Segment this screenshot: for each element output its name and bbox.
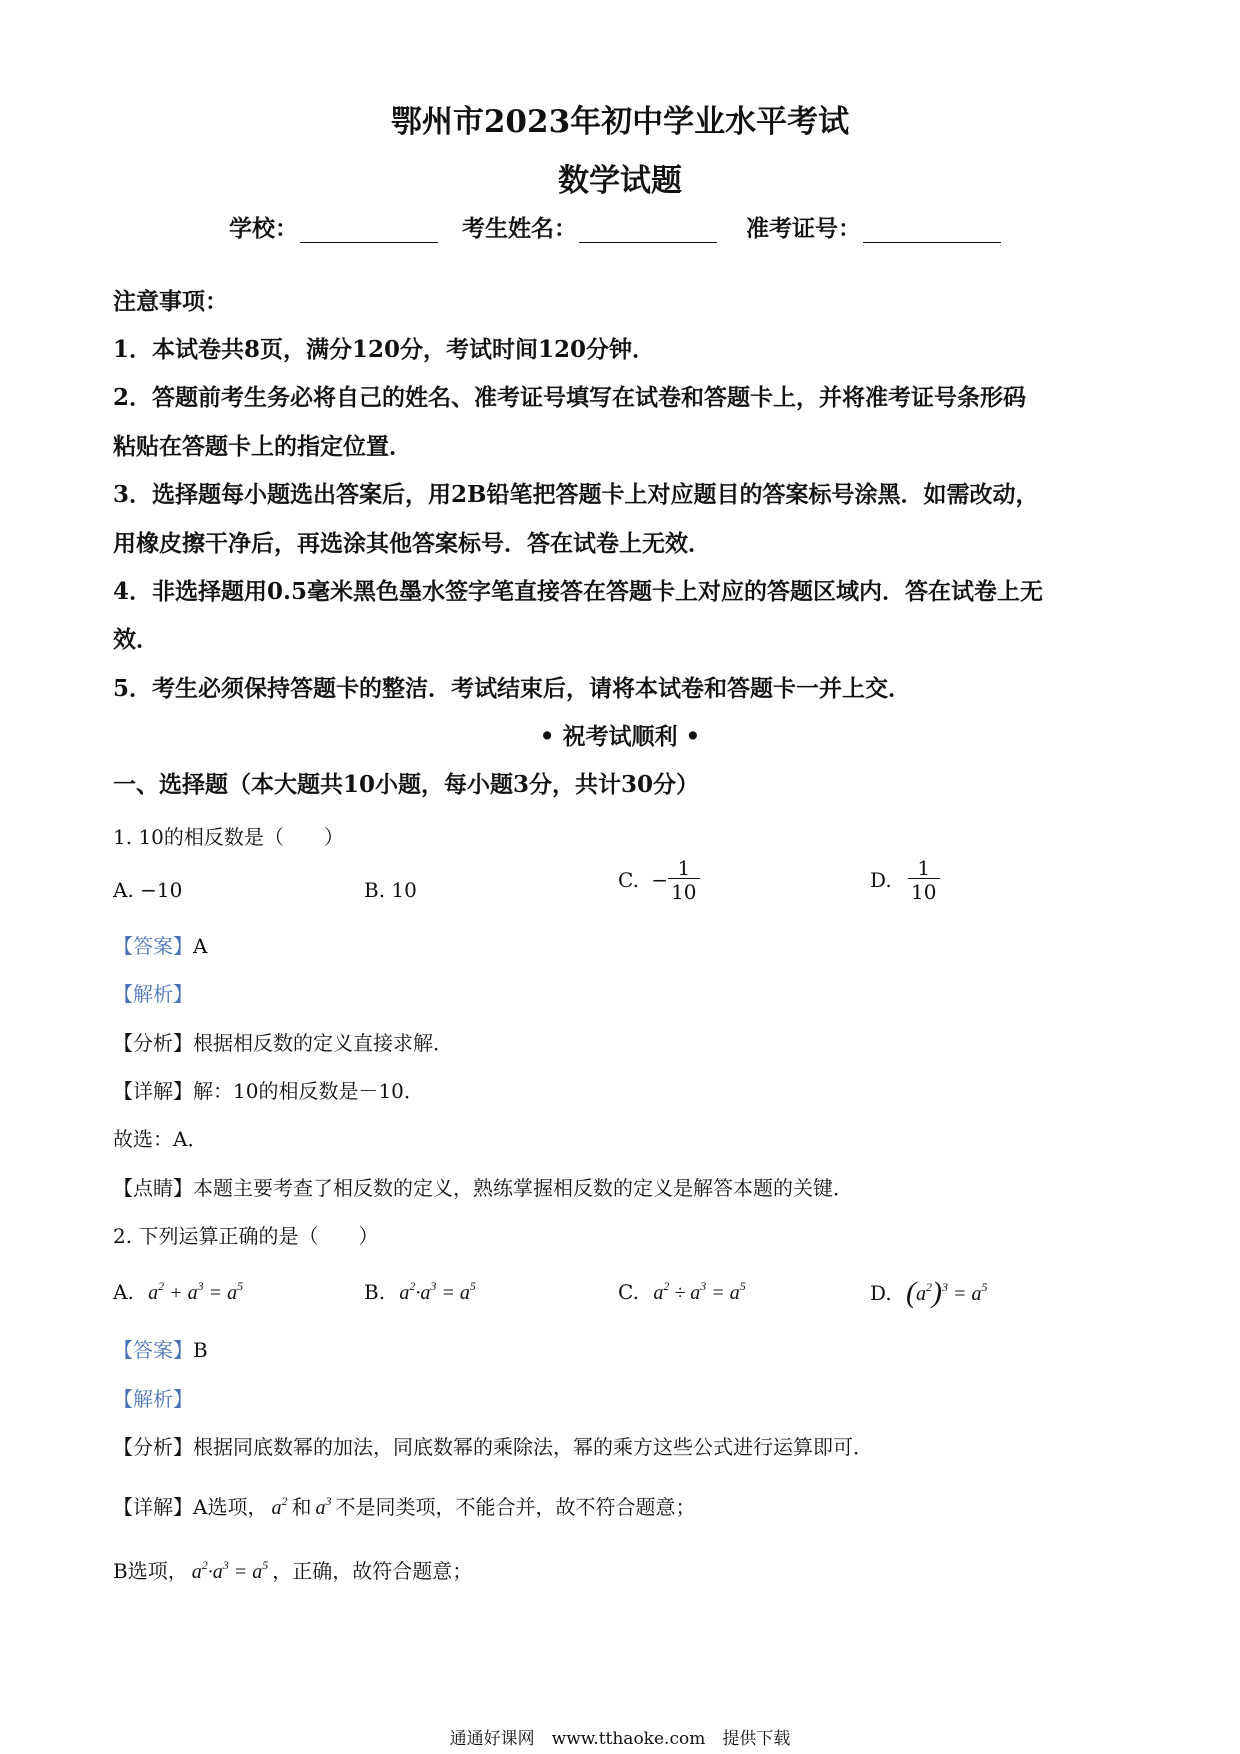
field-school-label: 学校：: [229, 215, 298, 242]
fraction-denominator: 10: [908, 878, 939, 902]
field-id-blank: [863, 218, 1001, 243]
q1-option-c-fraction: [668, 858, 699, 902]
fraction-denominator: 10: [668, 878, 699, 902]
notice-item-3-cont: 用橡皮擦干净后，再选涂其他答案标号．答在试卷上无效．: [113, 530, 711, 557]
formula-a2: $a^2$: [271, 1494, 288, 1519]
q2-option-b-formula: $a^2\cdot a^3 = a^5$: [399, 1279, 476, 1304]
q2-option-b: [364, 1280, 476, 1305]
notice-heading: 注意事项：: [113, 288, 228, 315]
q2-option-b-label: B.: [364, 1280, 386, 1304]
q2-answer-tag: 【答案】: [113, 1338, 193, 1362]
field-id-label: 准考证号：: [746, 215, 861, 242]
q2-option-d-label: D.: [870, 1281, 892, 1305]
q1-option-d-fraction: [908, 858, 939, 902]
q2-answer: [113, 1334, 208, 1363]
q1-option-c: [618, 858, 700, 902]
q2-xiangjie: [113, 1491, 695, 1520]
exam-subtitle: 数学试题: [558, 163, 682, 199]
notice-item-4-cont: 效．: [113, 626, 159, 653]
q1-option-c-sign: −: [651, 868, 669, 892]
q2-option-c: [618, 1280, 746, 1305]
q1-xiangjie: 【详解】解：10的相反数是－10．: [113, 1079, 424, 1103]
q1-option-d: [870, 858, 940, 902]
q2-option-d: [870, 1276, 988, 1310]
q2-xiangjie-mid: 和: [291, 1495, 312, 1519]
q2-option-d-formula: $(a^2)^3 = a^5$: [906, 1276, 988, 1309]
page-footer: 通通好课网 www.tthaoke.com 提供下载: [449, 1729, 791, 1749]
fraction-numerator: 1: [917, 856, 931, 880]
q2-option-c-formula: $a^2 \div a^3 = a^5$: [653, 1279, 746, 1304]
q2-option-a-formula: $a^2 + a^3 = a^5$: [148, 1279, 244, 1304]
q2-analysis-tag: 【解析】: [113, 1387, 193, 1411]
q1-guxuan: 故选：A．: [113, 1127, 208, 1151]
q1-fenxi: 【分析】根据相反数的定义直接求解．: [113, 1031, 453, 1055]
q1-option-d-label: D.: [870, 868, 892, 892]
notice-item-3: 3．选择题每小题选出答案后，用2B铅笔把答题卡上对应题目的答案标号涂黑．如需改动，: [113, 481, 1039, 508]
formula-a3: $a^3$: [315, 1494, 332, 1519]
q2-b-prefix: B选项，: [113, 1559, 188, 1583]
blessing: • 祝考试顺利 •: [539, 723, 701, 750]
q1-option-a: A. −10: [113, 878, 183, 902]
q1-stem: 1. 10的相反数是（ ）: [113, 825, 344, 849]
field-name-blank: [579, 218, 717, 243]
q1-answer-tag: 【答案】: [113, 934, 193, 958]
q2-option-c-label: C.: [618, 1280, 639, 1304]
q2-option-a-label: A.: [113, 1280, 134, 1304]
q1-option-c-label: C.: [618, 868, 639, 892]
q2-b-suffix: ，正确，故符合题意；: [272, 1559, 473, 1583]
field-name: [462, 210, 717, 243]
field-school: [229, 210, 438, 243]
q2-option-a: [113, 1280, 243, 1305]
notice-item-5: 5．考生必须保持答题卡的整洁．考试结束后，请将本试卷和答题卡一并上交．: [113, 675, 912, 702]
field-id: [746, 210, 1001, 243]
q2-answer-value: B: [193, 1338, 208, 1362]
notice-item-4: 4．非选择题用0.5毫米黑色墨水签字笔直接答在答题卡上对应的答题区域内．答在试卷上无: [113, 578, 1044, 605]
notice-item-1: 1．本试卷共8页，满分120分，考试时间120分钟．: [113, 336, 656, 363]
q1-answer: [113, 930, 207, 959]
field-school-blank: [300, 218, 438, 243]
field-name-label: 考生姓名：: [462, 215, 577, 242]
fraction-numerator: 1: [677, 856, 691, 880]
q2-stem: 2. 下列运算正确的是（ ）: [113, 1224, 379, 1248]
q2-b-explanation: [113, 1555, 472, 1584]
section-heading: 一、选择题（本大题共10小题，每小题3分，共计30分）: [113, 771, 700, 798]
notice-item-2: 2．答题前考生务必将自己的姓名、准考证号填写在试卷和答题卡上，并将准考证号条形码: [113, 384, 1027, 411]
q2-xiangjie-prefix: 【详解】A选项，: [113, 1495, 268, 1519]
exam-title: 鄂州市2023年初中学业水平考试: [390, 104, 850, 140]
q1-answer-value: A: [193, 934, 208, 958]
q1-option-b: B. 10: [364, 878, 417, 902]
q2-fenxi: 【分析】根据同底数幂的加法，同底数幂的乘除法，幂的乘方这些公式进行运算即可．: [113, 1435, 873, 1459]
q2-xiangjie-suffix: 不是同类项，不能合并，故不符合题意；: [335, 1495, 696, 1519]
notice-item-2-cont: 粘贴在答题卡上的指定位置．: [113, 433, 412, 460]
formula-b: $a^2\cdot a^3 = a^5$: [191, 1558, 269, 1583]
q1-analysis-tag: 【解析】: [113, 982, 193, 1006]
q1-dianjing: 【点睛】本题主要考查了相反数的定义，熟练掌握相反数的定义是解答本题的关键．: [113, 1176, 853, 1200]
